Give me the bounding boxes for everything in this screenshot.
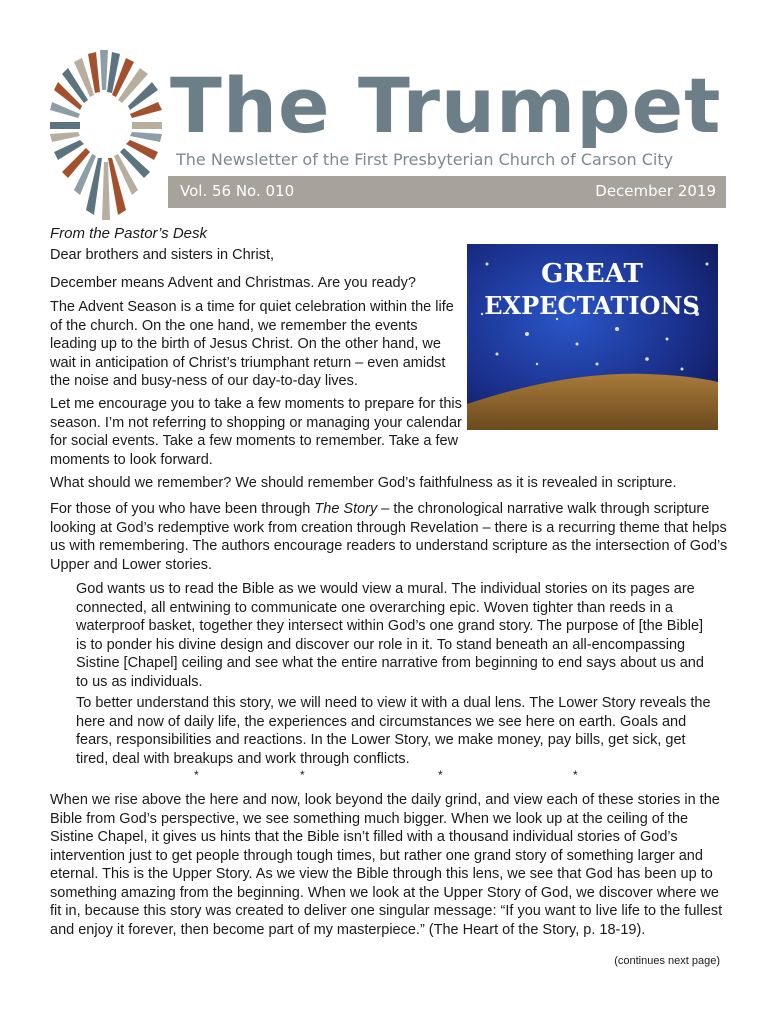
paragraph-2: The Advent Season is a time for quiet celebration within the life of the church. On the one hand, we remember the events leading up to the birth of Jesus Christ. On the other hand, we wait in anticipation of Christ’s triumphant return – even amidst the noise and busy-ness of our day-to-day lives. — [50, 299, 454, 389]
separator-star: * — [438, 768, 443, 782]
separator-star: * — [300, 768, 305, 782]
paragraph-6: When we rise above the here and now, look beyond the daily grind, and view each of these stories in the Bible from God’s perspective, we see something much bigger. When we look up at the ceiling of the Sistine Chapel, it gives us hints that the Bible isn’t filled with a thousand individual stories of God’s intervention just to get people through tough times, but rather one grand story of something larger and eternal. This is the Upper Story. As we view the Bible through this lens, we see that God has been up to something amazing from the beginning. When we look at the Upper Story of God, we discover where we fit in, because this story was created to deliver one singular message: “If you want to live life to the fullest and enjoy it forever, then become part of my masterpiece.” (The Heart of the Story, p. 18-19). — [50, 792, 723, 938]
hero-text-line1: GREAT — [541, 259, 643, 289]
paragraph-5-lead: For those of you who have been through — [50, 501, 315, 517]
quote-1: God wants us to read the Bible as we would view a mural. The individual stories on its pages are connected, all entwining to communicate one overarching epic. Woven tighter than reeds in a waterproof basket, together they intersect within God’s one grand story. The purpose of [the Bible] is to ponder his divine design and discover our role in it. To stand beneath an all-encompassing Sistine [Chapel] ceiling and see what the entire narrative from beginning to end says about us and to us as individuals. — [76, 581, 704, 690]
continues-note: (continues next page) — [614, 955, 720, 967]
separator-star: * — [573, 768, 578, 782]
paragraph-3: Let me encourage you to take a few moments to prepare for this season. I’m not referring to shopping or managing your calendar for social events. Take a few moments to remember. Take a few moments to look forward. — [50, 396, 462, 468]
section-title: From the Pastor’s Desk — [50, 225, 207, 242]
volume-number: Vol. 56 No. 010 — [180, 182, 295, 200]
the-story-title: The Story — [314, 501, 378, 517]
issue-date: December 2019 — [595, 182, 716, 200]
great-expectations-image — [467, 244, 718, 430]
paragraph-5 — [50, 500, 730, 574]
section-separator — [50, 768, 730, 784]
newsletter-title: The Trumpet — [170, 61, 722, 150]
hero-text-line2: EXPECTATIONS — [484, 291, 700, 320]
paragraph-5-rest: – the chronological narrative walk through scripture looking at God’s redemptive work from creation through Revelation – there is a recurring theme that helps us with remembering. The authors encourage readers to understand scripture as the intersection of God’s Upper and Lower stories. — [50, 501, 728, 573]
greeting: Dear brothers and sisters in Christ, — [50, 247, 275, 263]
paragraph-1: December means Advent and Christmas. Are you ready? — [50, 275, 416, 291]
paragraph-4: What should we remember? We should remember God’s faithfulness as it is revealed in scripture. — [50, 475, 677, 491]
church-cross-logo — [50, 50, 162, 220]
quote-2: To better understand this story, we will need to view it with a dual lens. The Lower Story reveals the here and now of daily life, the experiences and circumstances we see here on earth. Goals and fears, responsibilities and reactions. In the Lower Story, we make money, pay bills, get sick, get tired, deal with breakups and work through conflicts. — [76, 695, 711, 767]
separator-star: * — [194, 768, 199, 782]
newsletter-subtitle: The Newsletter of the First Presbyterian Church of Carson City — [176, 150, 674, 169]
issue-bar — [168, 176, 726, 208]
